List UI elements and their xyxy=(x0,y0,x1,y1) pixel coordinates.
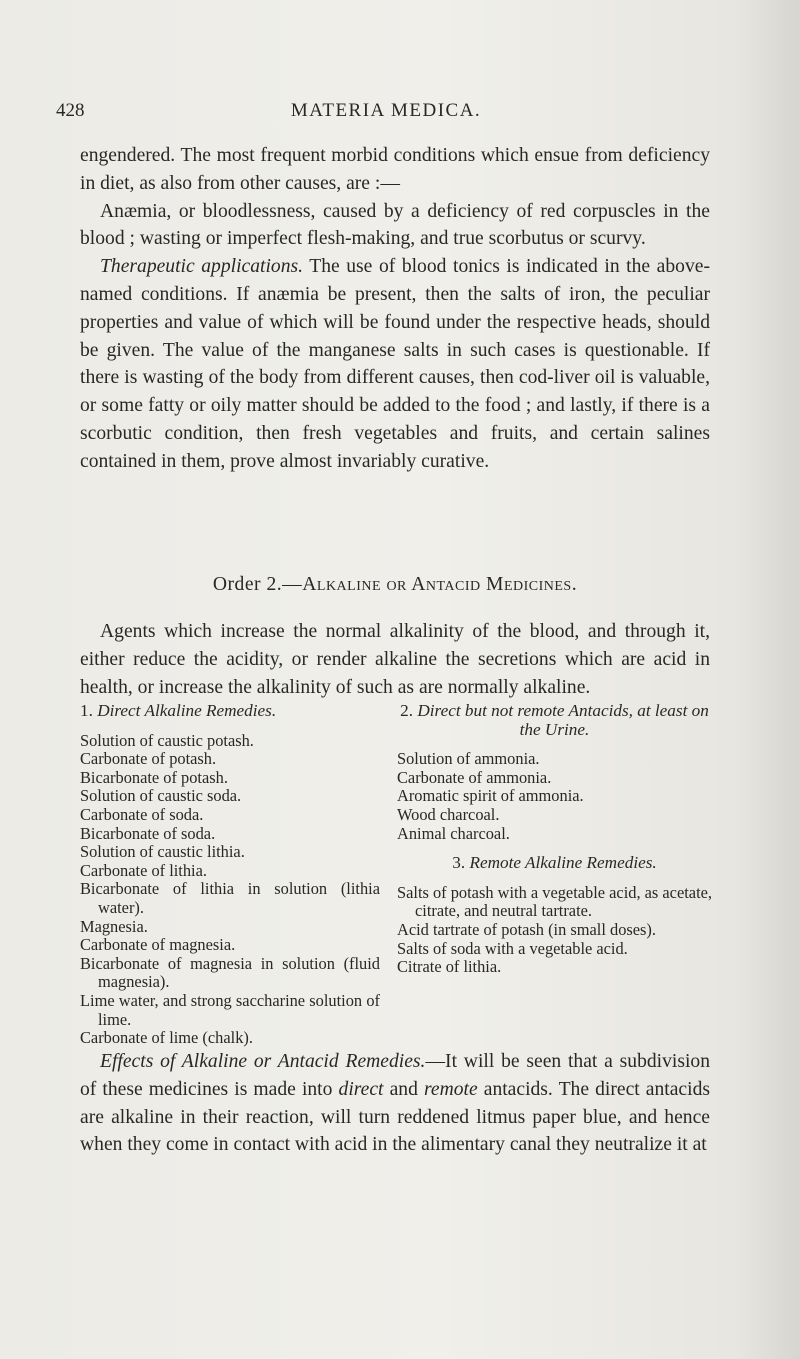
effects-text: and xyxy=(383,1078,424,1100)
definition-paragraph: Agents which increase the normal alkalinity of the blood, and through it, either reduce the acidity, or render alkaline the secretions which are acid in health, or increase the alkalinity of such as are normally alkaline. xyxy=(80,621,710,698)
definition-section xyxy=(80,618,710,701)
list-item: Citrate of lithia. xyxy=(397,957,502,977)
list-item: Solution of caustic lithia. xyxy=(80,842,245,862)
list-item: Carbonate of potash. xyxy=(80,749,217,769)
group-title: Direct but not remote Antacids, at least on the Urine. xyxy=(417,701,709,739)
list-item: Solution of caustic potash. xyxy=(80,730,254,750)
list-item: Salts of soda with a vegetable acid. xyxy=(397,938,628,958)
effects-heading: Effects of Alkaline or Antacid Remedies. xyxy=(100,1051,426,1072)
list-item: Salts of potash with a vegetable acid, as acetate, citrate, and neutral tartrate. xyxy=(397,882,712,921)
list-item: Solution of ammonia. xyxy=(397,749,540,769)
therapeutic-applications-heading: Therapeutic applications. xyxy=(100,256,304,278)
list-item: Wood charcoal. xyxy=(397,804,500,824)
group-number: 3. xyxy=(452,853,466,873)
therapeutic-applications-paragraph xyxy=(80,253,710,475)
therapeutic-applications-text: The use of blood tonics is indicated in the above-named conditions. If anæmia be present, then the salts of iron, the peculiar properties and value of which will be found under the respective heads, should be given. The value of the manganese salts in such cases is questionable. If there is wasting of the body from different causes, then cod-liver oil is valuable, or some fatty or oily matter should be added to the food ; and lastly, if there is a scorbutic condition, then fresh vegetables and fruits, and certain salines contained in them, prove almost invariably curative. xyxy=(80,256,710,472)
effects-text: —It will be seen that a subdivision of these medicines is made into xyxy=(80,1051,711,1100)
intro-section xyxy=(80,142,710,476)
list-item: Animal charcoal. xyxy=(397,823,510,843)
order-heading xyxy=(80,574,710,596)
list-item: Lime water, and strong saccharine solution of lime. xyxy=(80,990,380,1029)
intro-paragraph-2: Anæmia, or bloodlessness, caused by a deficiency of red corpuscles in the blood ; wasting or imperfect flesh-making, and true scorbutus or scurvy. xyxy=(80,200,710,250)
remote-alkaline-heading xyxy=(397,854,712,873)
list-item: Bicarbonate of magnesia in solution (fluid magnesia). xyxy=(80,953,380,992)
order-prefix: Order 2.— xyxy=(212,574,303,595)
list-item: Carbonate of soda. xyxy=(80,804,204,824)
group-title: Remote Alkaline Remedies. xyxy=(469,853,657,873)
page-header xyxy=(56,100,716,124)
group-title: Direct Alkaline Remedies. xyxy=(97,701,277,720)
remote-term: remote xyxy=(423,1078,478,1100)
list-item: Acid tartrate of potash (in small doses). xyxy=(397,919,656,939)
direct-not-remote-heading xyxy=(397,702,712,739)
list-item: Carbonate of lithia. xyxy=(80,860,207,880)
list-item: Aromatic spirit of ammonia. xyxy=(397,786,584,806)
list-item: Solution of caustic soda. xyxy=(80,786,242,806)
list-item: Carbonate of lime (chalk). xyxy=(80,1028,253,1048)
group-number: 2. xyxy=(400,701,414,720)
group-number: 1. xyxy=(80,701,93,720)
list-item: Bicarbonate of lithia in solution (lithia water). xyxy=(80,879,380,917)
effects-section xyxy=(80,1048,710,1159)
page-number: 428 xyxy=(56,100,85,121)
effects-text: antacids. The direct antacids are alkaline in their reaction, will turn reddened litmus paper blue, and hence when they come in contact with acid in the alimentary canal they neutralize it at xyxy=(80,1078,710,1156)
list-item: Bicarbonate of soda. xyxy=(80,823,216,843)
running-title: MATERIA MEDICA. xyxy=(290,100,482,121)
direct-alkaline-heading xyxy=(80,702,380,721)
direct-alkaline-remedies-column xyxy=(80,702,380,1048)
direct-term: direct xyxy=(338,1078,384,1100)
antacids-column xyxy=(397,702,712,977)
list-item: Magnesia. xyxy=(80,916,148,936)
intro-paragraph-1: engendered. The most frequent morbid conditions which ensue from deficiency in diet, as also from other causes, are :— xyxy=(80,145,710,194)
order-title: Alkaline or Antacid Medicines. xyxy=(302,574,578,595)
effects-paragraph xyxy=(80,1048,710,1159)
list-item: Bicarbonate of potash. xyxy=(80,767,228,787)
list-item: Carbonate of magnesia. xyxy=(80,935,236,955)
list-item: Carbonate of ammonia. xyxy=(397,767,552,787)
